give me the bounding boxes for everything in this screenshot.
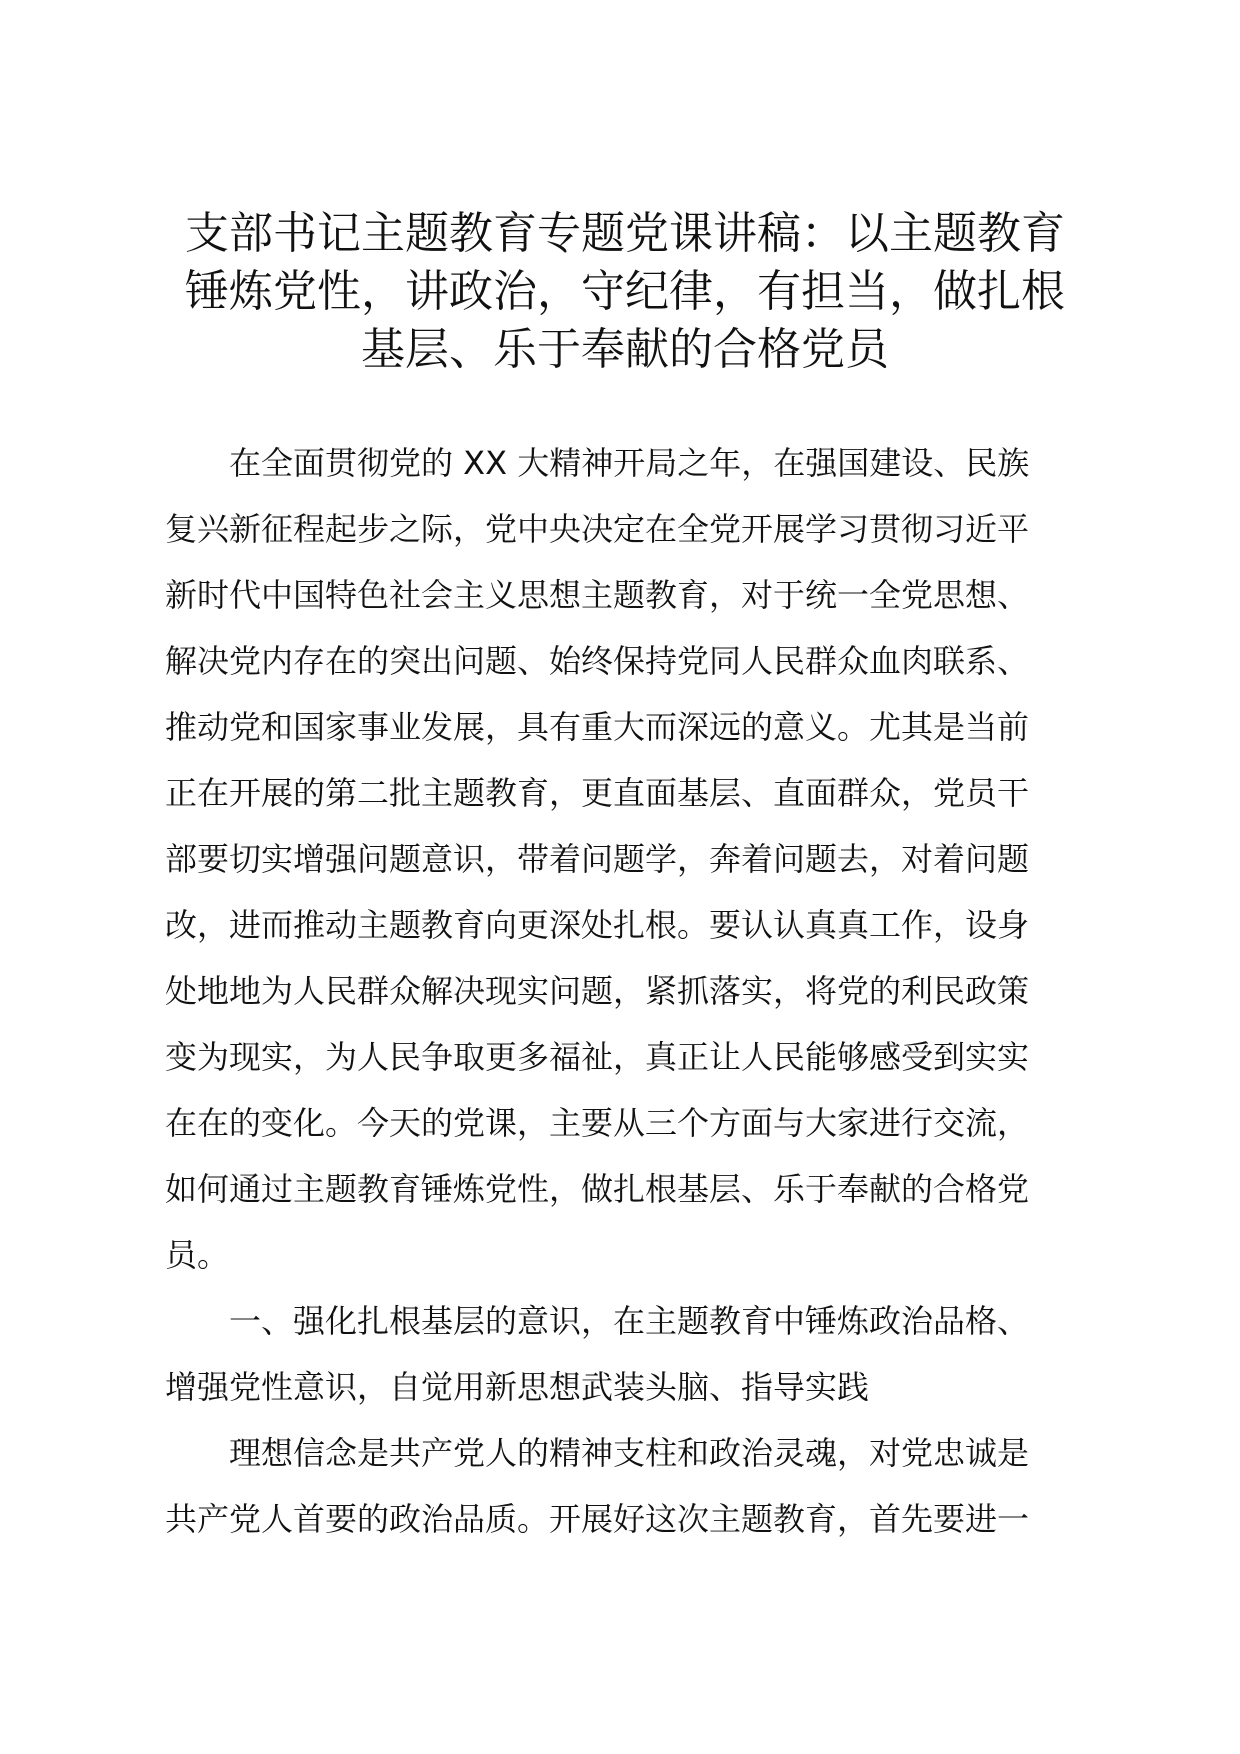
title-line: 锤炼党性，讲政治，守纪律，有担当，做扎根 (185, 266, 1065, 317)
paragraph-line: 新时代中国特色社会主义思想主题教育，对于统一全党思想、 (165, 576, 1030, 614)
paragraph-line: 改，进而推动主题教育向更深处扎根。要认认真真工作，设身 (165, 906, 1030, 944)
heading-line: 增强党性意识，自觉用新思想武装头脑、指导实践 (165, 1368, 870, 1406)
intro-paragraph (165, 430, 1085, 1288)
paragraph-line: 如何通过主题教育锤炼党性，做扎根基层、乐于奉献的合格党 (165, 1170, 1030, 1208)
paragraph-line: 正在开展的第二批主题教育，更直面基层、直面群众，党员干 (165, 774, 1030, 812)
paragraph-line: 推动党和国家事业发展，具有重大而深远的意义。尤其是当前 (165, 708, 1030, 746)
section-heading (165, 1288, 1085, 1420)
document-body (165, 430, 1085, 1552)
paragraph-line: 共产党人首要的政治品质。开展好这次主题教育，首先要进一 (165, 1500, 1030, 1538)
document-title (160, 205, 1090, 379)
title-line: 支部书记主题教育专题党课讲稿：以主题教育 (185, 208, 1065, 259)
title-line: 基层、乐于奉献的合格党员 (361, 324, 889, 375)
section-paragraph (165, 1420, 1085, 1552)
paragraph-line: 理想信念是共产党人的精神支柱和政治灵魂，对党忠诚是 (229, 1434, 1030, 1472)
paragraph-line: 解决党内存在的突出问题、始终保持党同人民群众血肉联系、 (165, 642, 1030, 680)
paragraph-line: 在全面贯彻党的 XX 大精神开局之年，在强国建设、民族 (229, 444, 1030, 482)
paragraph-line: 在在的变化。今天的党课，主要从三个方面与大家进行交流， (165, 1104, 1030, 1142)
paragraph-line: 复兴新征程起步之际，党中央决定在全党开展学习贯彻习近平 (165, 510, 1030, 548)
paragraph-line: 部要切实增强问题意识，带着问题学，奔着问题去，对着问题 (165, 840, 1030, 878)
paragraph-line: 员。 (165, 1236, 230, 1274)
paragraph-line: 变为现实，为人民争取更多福祉，真正让人民能够感受到实实 (165, 1038, 1030, 1076)
heading-line: 一、强化扎根基层的意识，在主题教育中锤炼政治品格、 (229, 1302, 1030, 1340)
paragraph-line: 处地地为人民群众解决现实问题，紧抓落实，将党的利民政策 (165, 972, 1030, 1010)
